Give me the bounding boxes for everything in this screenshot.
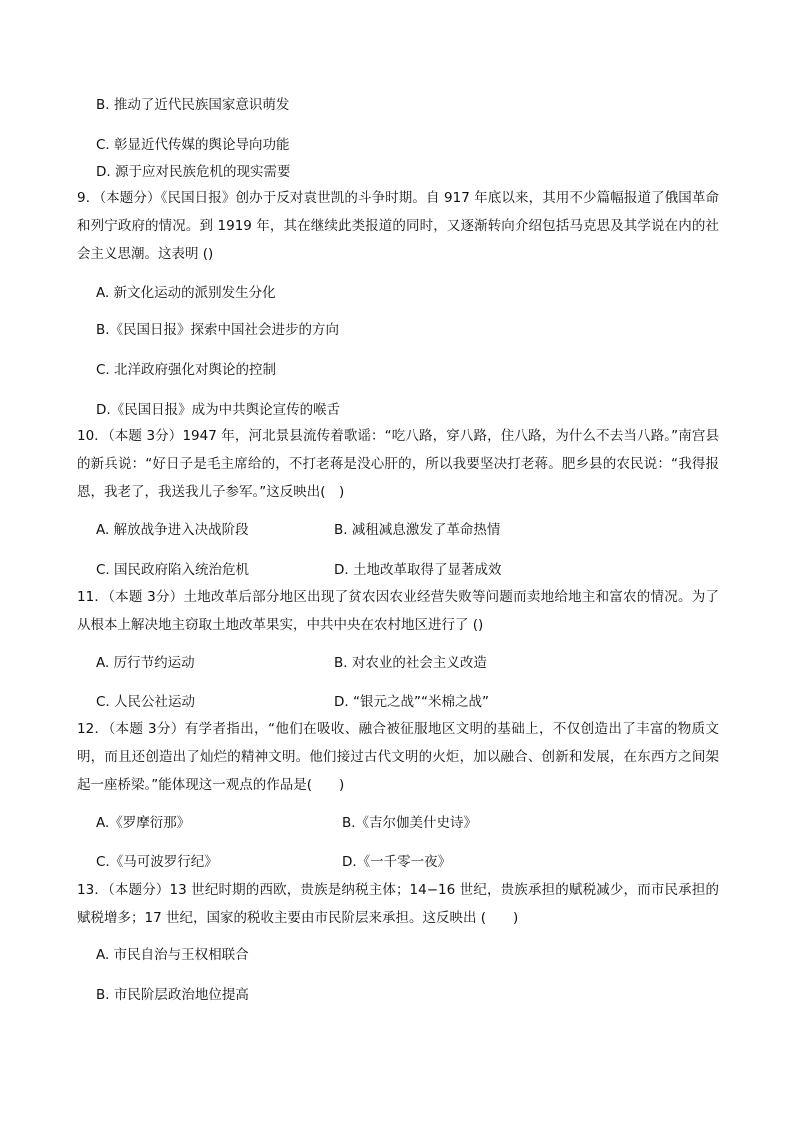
question-13 [77,876,719,932]
question-number: 10． [77,428,108,444]
option-12-a: A.《罗摩衍那》 [96,815,191,831]
question-11 [77,583,719,639]
option-9-a: A. 新文化运动的派别发生分化 [96,285,276,301]
option-8-d: D. 源于应对民族危机的现实需要 [96,164,291,180]
question-9 [77,184,719,268]
option-12-c: C.《马可波罗行纪》 [96,854,218,870]
question-meta: （本题 3分） [108,721,185,737]
option-11-b: B. 对农业的社会主义改造 [334,655,487,671]
question-text: 《民国日报》创办于反对袁世凯的斗争时期。自 917 年底以来，其用不少篇幅报道了俄国革命和列宁政府的情况。到 1919 年，其在继续此类报道的同时，又逐渐转向介绍包括马克思及其学说在内的社会主义思潮。这表明 () [77,190,720,262]
option-10-b: B. 减租减息激发了革命热情 [334,522,501,538]
question-text: 13 世纪时期的西欧，贵族是纳税主体；14−16 世纪，贵族承担的赋税减少，而市民承担的赋税增多；17 世纪，国家的税收主要由市民阶层来承担。这反映出 ( ) [77,882,719,926]
option-12-d: D.《一千零一夜》 [342,854,452,870]
question-meta: （本题 3分） [108,589,184,605]
question-meta: （本题分） [108,882,170,898]
option-13-b: B. 市民阶层政治地位提高 [96,987,249,1003]
question-number: 13． [77,882,108,898]
question-number: 11． [77,589,109,605]
option-12-b: B.《吉尔伽美什史诗》 [342,815,478,831]
option-11-d: D. “银元之战”“米棉之战” [334,694,489,710]
option-9-c: C. 北洋政府强化对舆论的控制 [96,362,277,378]
option-8-c: C. 彰显近代传媒的舆论导向功能 [96,137,290,153]
option-11-c: C. 人民公社运动 [96,694,196,710]
option-11-a: A. 厉行节约运动 [96,655,195,671]
question-12 [77,715,719,799]
question-number: 9． [77,190,100,206]
question-number: 12． [77,721,109,737]
option-9-b: B.《民国日报》探索中国社会进步的方向 [96,322,340,338]
option-8-b: B. 推动了近代民族国家意识萌发 [96,97,290,113]
option-10-c: C. 国民政府陷入统治危机 [96,562,250,578]
question-text: 有学者指出，“他们在吸收、融合被征服地区文明的基础上，不仅创造出了丰富的物质文明，而且还创造出了灿烂的精神文明。他们接过古代文明的火炬，加以融合、创新和发展，在东西方之间架起一座桥梁。”能体现这一观点的作品是( ) [77,721,719,793]
question-text: 1947 年，河北景县流传着歌谣：“吃八路，穿八路，住八路，为什么不去当八路。”南宫县的新兵说：“好日子是毛主席给的，不打老蒋是没心肝的，所以我要坚决打老蒋。肥乡县的农民说：“我得报恩，我老了，我送我儿子参军。”这反映出( ) [77,428,719,500]
question-text: 土地改革后部分地区出现了贫农因农业经营失败等问题而卖地给地主和富农的情况。为了从根本上解决地主窃取土地改革果实，中共中央在农村地区进行了 () [77,589,719,633]
question-meta: （本题分） [99,190,161,206]
question-meta: （本题 3分） [107,428,183,444]
option-10-a: A. 解放战争进入决战阶段 [96,522,249,538]
option-10-d: D. 土地改革取得了显著成效 [334,562,502,578]
option-9-d: D.《民国日报》成为中共舆论宣传的喉舌 [96,402,341,418]
option-13-a: A. 市民自治与王权相联合 [96,947,249,963]
question-10 [77,422,719,506]
